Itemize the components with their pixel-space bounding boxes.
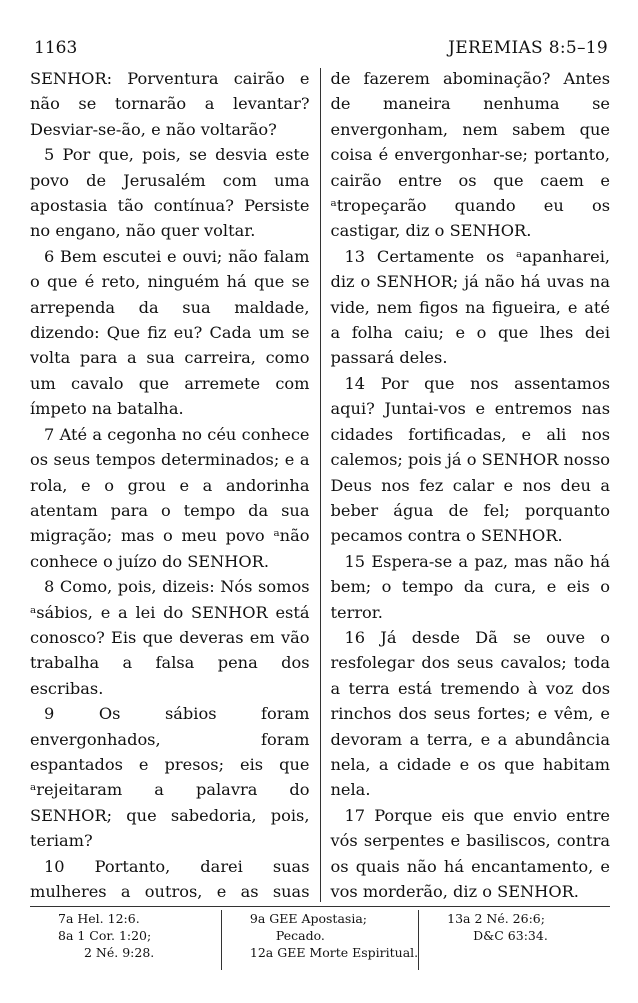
left-column [30,66,320,902]
verse-paragraph: 6 Bem escutei e ouvi; não falam o que é reto, ninguém há que se arrependa da sua maldade, dizendo: Que fiz eu? Cada um se volta para a sua carreira, como um cavalo que arremete com ímpeto na batalha. [30,246,310,419]
footnote-entry: 9a GEE Apostasia; [249,911,367,926]
verse-paragraph: 15 Espera-se a paz, mas não há bem; o tempo da cura, e eis o terror. [330,551,610,622]
footnote-entry: 13a 2 Né. 26:6; [447,911,545,926]
footnote-column-2 [221,910,418,970]
footnotes [30,906,610,970]
verse-paragraph: 17 Porque eis que envio entre vós serpentes e basiliscos, contra os quais não há encantamento, e vos morderão, diz o SENHOR. [330,805,610,901]
verse-paragraph: 7 Até a cegonha no céu conhece os seus tempos determinados; e a rola, e o grou e a andorinha atentam para o tempo da sua migração; mas o meu povo ᵃnão conhece o juízo do SENHOR. [30,424,310,571]
verse-paragraph: 13 Certamente os ᵃapanharei, diz o SENHOR; já não há uvas na vide, nem figos na figueira, e até a folha caiu; e o que lhes dei passará deles. [330,246,610,368]
footnote-entry: Pecado. [275,928,325,943]
footnote-entry: D&C 63:34. [473,928,548,943]
verse-paragraph: 5 Por que, pois, se desvia este povo de Jerusalém com uma apostasia tão contínua? Persiste no engano, não quer voltar. [30,145,310,241]
verse-paragraph: SENHOR: Porventura cairão e não se tornarão a levantar? Desviar-se-ão, e não voltarão? [30,69,310,139]
page-number: 1163 [34,38,78,58]
verse-paragraph: 16 Já desde Dã se ouve o resfolegar dos seus cavalos; toda a terra está tremendo à voz dos rinchos dos seus fortes; e vêm, e devoram a terra, e a abundância nela, a cidade e os que habitam nela. [330,627,610,800]
footnote-column-1 [30,910,221,970]
verse-paragraph: 14 Por que nos assentamos aqui? Juntai-vos e entremos nas cidades fortificadas, e ali nos calemos; pois já o SENHOR nosso Deus nos fez calar e nos deu a beber água de fel; porquanto pecamos contra o SENHOR. [330,373,610,546]
footnote-entry: 2 Né. 9:28. [84,945,155,960]
verse-paragraph: 10 Portanto, darei suas mulheres a outros, e as suas [30,856,310,901]
footnote-column-3 [418,910,610,970]
verse-paragraph: de fazerem abominação? Antes de maneira nenhuma se envergonham, nem sabem que coisa é envergonhar-se; portanto, cairão entre os que caem e ᵃtropeçarão quando eu os castigar, diz o SENHOR. [330,69,610,241]
right-column [321,66,611,902]
running-head: JEREMIAS 8:5–19 [448,38,608,58]
footnote-entry: 12a GEE Morte Espiritual. [249,945,419,960]
verse-paragraph: 9 Os sábios foram envergonhados, foram espantados e presos; eis que ᵃrejeitaram a palavra do SENHOR; que sabedoria, pois, teriam? [30,704,310,851]
page-header [34,38,608,62]
verse-paragraph: 8 Como, pois, dizeis: Nós somos ᵃsábios, e a lei do SENHOR está conosco? Eis que deveras em vão trabalha a falsa pena dos escribas. [30,577,310,698]
scripture-columns [30,66,610,902]
footnote-entry: 8a 1 Cor. 1:20; [58,928,152,943]
footnote-entry: 7a Hel. 12:6. [58,911,140,926]
